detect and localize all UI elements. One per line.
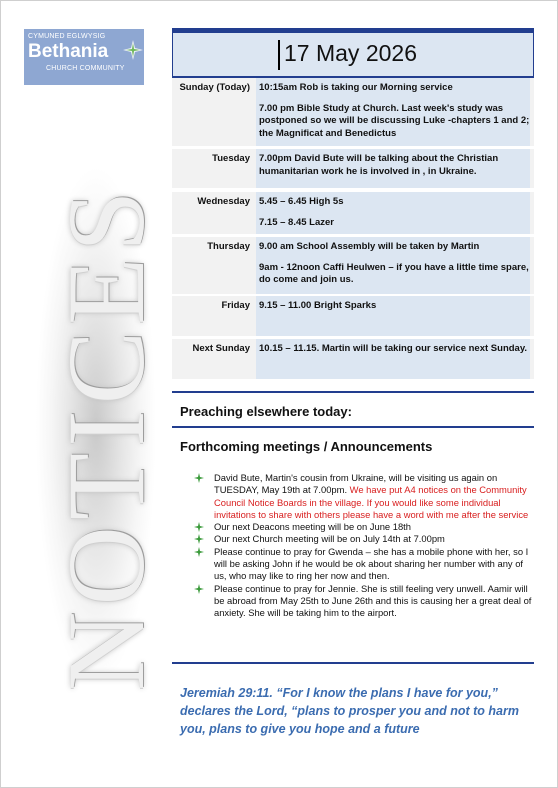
- schedule-day: Sunday (Today): [179, 82, 250, 93]
- list-item: [194, 533, 534, 545]
- schedule-line: 9.00 am School Assembly will be taken by Martin: [259, 241, 480, 252]
- announcement-highlight: We have put A4 notices on the Community Council Notice Boards in the village. If you would like some individual invitations to share with others please have a word with me after the service: [214, 484, 529, 520]
- schedule-detail: [256, 339, 530, 379]
- schedule-detail: [256, 296, 530, 336]
- announcement-text: Our next Deacons meeting will be on June 18th: [214, 521, 411, 533]
- schedule-detail: [256, 192, 530, 234]
- announcement-list: [194, 472, 534, 620]
- logo-top-text: CYMUNED EGLWYSIG: [28, 33, 106, 40]
- star-icon: [122, 39, 144, 61]
- divider: [172, 662, 534, 664]
- schedule-day: Friday: [221, 300, 250, 311]
- church-logo: [24, 29, 144, 85]
- schedule-line: 10.15 – 11.15. Martin will be taking our service next Sunday.: [259, 343, 528, 354]
- schedule-line: 9am - 12noon Caffi Heulwen – if you have a little time spare, do come and join us.: [259, 261, 529, 285]
- announcement-text: Please continue to pray for Gwenda – she has a mobile phone with her, so I will be asking John if he would be ok about sharing her number with any of us, who may like to ring her now and then.: [214, 545, 529, 582]
- schedule-day: Next Sunday: [192, 343, 250, 354]
- announcement-text: Our next Church meeting will be on July 14th at 7.00pm: [214, 533, 445, 545]
- schedule-line: 10:15am Rob is taking our Morning service: [259, 82, 453, 93]
- notices-vertical-title: NOTICES: [45, 184, 167, 691]
- date-header: [172, 28, 534, 78]
- announcement-text: Please continue to pray for Jennie. She is still feeling very unwell. Aamir will be abroad from May 25th to June 26th and this is causing her a great deal of anxiety. She will be taking him to the airport.: [214, 582, 532, 619]
- announcement-text: David Bute, Martin's cousin from Ukraine, will be visiting us again on TUESDAY, May 19th at 7.00pm.: [214, 472, 498, 496]
- schedule-line: 5.45 – 6.45 High 5s: [259, 196, 344, 207]
- divider: [172, 391, 534, 393]
- bullet-icon: [194, 522, 204, 532]
- schedule-line: 7.00 pm Bible Study at Church. Last week's study was postponed so we will be discussing Luke -chapters 1 and 2; the Magnificat and Benedictus: [259, 102, 530, 139]
- bullet-icon: [194, 534, 204, 544]
- list-item: [194, 521, 534, 533]
- bullet-icon: [194, 584, 204, 594]
- schedule-detail: [256, 149, 530, 188]
- logo-sub-text: CHURCH COMMUNITY: [46, 65, 125, 72]
- preaching-heading: Preaching elsewhere today:: [180, 404, 352, 419]
- schedule-row-thursday: [172, 237, 534, 294]
- schedule-detail: [256, 237, 530, 294]
- bullet-icon: [194, 547, 204, 557]
- date-box: [278, 40, 530, 70]
- schedule-line: 7.00pm David Bute will be talking about the Christian humanitarian work he is involved in , in Ukraine.: [259, 153, 499, 177]
- list-item: [194, 546, 534, 583]
- schedule-day: Tuesday: [212, 153, 250, 164]
- schedule-detail: [256, 78, 530, 146]
- date-text: 17 May 2026: [284, 40, 417, 66]
- list-item: [194, 583, 534, 620]
- schedule-line: 7.15 – 8.45 Lazer: [259, 216, 334, 228]
- divider: [172, 426, 534, 428]
- logo-name: Bethania: [28, 41, 109, 62]
- list-item: [194, 472, 534, 521]
- schedule-line: 9.15 – 11.00 Bright Sparks: [259, 300, 377, 311]
- schedule-day: Wednesday: [197, 196, 250, 207]
- schedule-row-friday: [172, 296, 534, 336]
- scripture-quote: Jeremiah 29:11. “For I know the plans I have for you,” declares the Lord, “plans to prosper you and not to harm you, plans to give you hope and a future: [180, 686, 519, 736]
- announcements-heading: Forthcoming meetings / Announcements: [180, 439, 433, 454]
- bullet-icon: [194, 473, 204, 483]
- schedule-row-next-sunday: [172, 339, 534, 379]
- schedule-row-sunday: [172, 78, 534, 146]
- schedule-row-tuesday: [172, 149, 534, 188]
- schedule-day: Thursday: [207, 241, 250, 252]
- schedule-row-wednesday: [172, 192, 534, 234]
